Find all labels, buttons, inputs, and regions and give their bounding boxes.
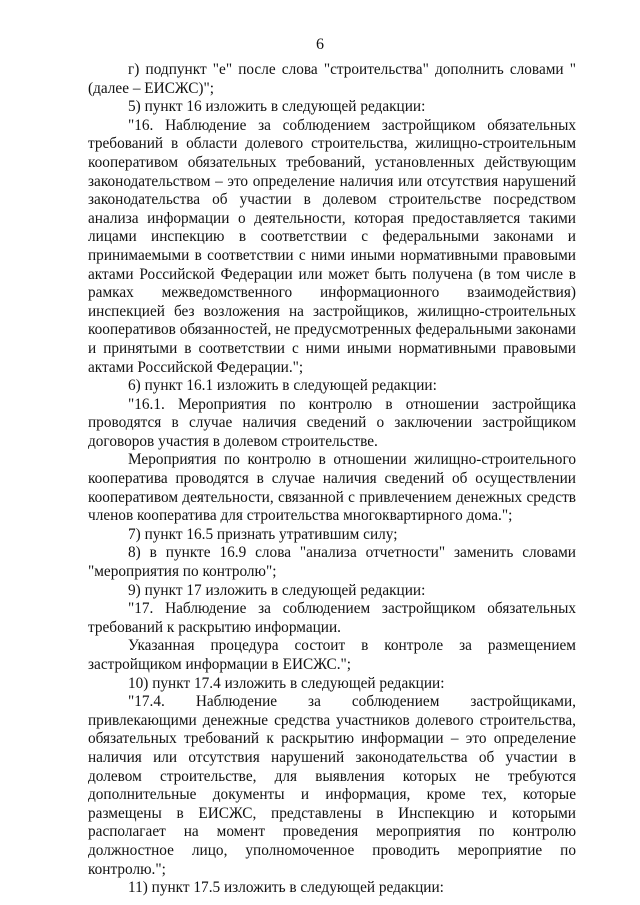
paragraph-point-17-4: "17.4. Наблюдение за соблюдением застройщиками, привлекающими денежные средства участников долевого строительства, обязательных требований к раскрытию информации – это определение наличия или отсутствия нарушений законодательства об участии в долевом строительстве, для выявления которых не требуются дополнительные документы и информация, кроме тех, которые размещены в ЕИСЖС, представлены в Инспекцию и которыми располагает на момент проведения мероприятия по контролю должностное лицо, уполномоченное проводить мероприятие по контролю."; (88, 693, 576, 878)
paragraph-amend-subparagraph-e: г) подпункт "е" после слова "строительства" дополнить словами "(далее – ЕИСЖС)"; (88, 61, 576, 97)
paragraph-item-11: 11) пункт 17.5 изложить в следующей редакции: (128, 879, 444, 897)
document-body (88, 61, 576, 898)
paragraph-point-17-procedure: Указанная процедура состоит в контроле за размещением застройщиком информации в ЕИСЖС."; (88, 637, 576, 673)
paragraph-item-8: 8) в пункте 16.9 слова "анализа отчетности" заменить словами "мероприятия по контролю"; (88, 544, 576, 581)
paragraph-point-16-1-cooperative: Мероприятия по контролю в отношении жилищно-строительного кооператива проводятся в случае наличия сведений об осуществлении кооперативом деятельности, связанной с привлечением денежных средств членов кооператива для строительства многоквартирного дома."; (88, 451, 576, 525)
page-number: 6 (316, 36, 324, 53)
paragraph-point-17: "17. Наблюдение за соблюдением застройщиком обязательных требований к раскрытию информации. (88, 600, 576, 636)
paragraph-item-9: 9) пункт 17 изложить в следующей редакции: (128, 581, 426, 599)
paragraph-point-16: "16. Наблюдение за соблюдением застройщиком обязательных требований в области долевого строительства, жилищно-строительным кооперативом обязательных требований, установленных действующим законодательством – это определение наличия или отсутствия нарушений законодательства об участии в долевом строительстве посредством анализа информации о деятельности, которая предоставляется такими лицами инспекцию в соответствии с федеральными законами и принимаемыми в соответствии с ними иными нормативными правовыми актами Российской Федерации или может быть получена (в том числе в рамках межведомственного информационного взаимодействия) инспекцией без возложения на застройщиков, жилищно-строительных кооперативов обязанностей, не предусмотренных федеральными законами и принятыми в соответствии с ними иными нормативными правовыми актами Российской Федерации."; (88, 116, 576, 376)
paragraph-point-16-1: "16.1. Мероприятия по контролю в отношении застройщика проводятся в случае наличия сведений о заключении застройщиком договоров участия в долевом строительстве. (88, 395, 576, 450)
paragraph-item-10: 10) пункт 17.4 изложить в следующей редакции: (128, 674, 445, 692)
paragraph-item-5: 5) пункт 16 изложить в следующей редакции: (128, 98, 426, 116)
paragraph-item-6: 6) пункт 16.1 изложить в следующей редакции: (128, 377, 437, 395)
paragraph-item-7: 7) пункт 16.5 признать утратившим силу; (128, 525, 398, 543)
